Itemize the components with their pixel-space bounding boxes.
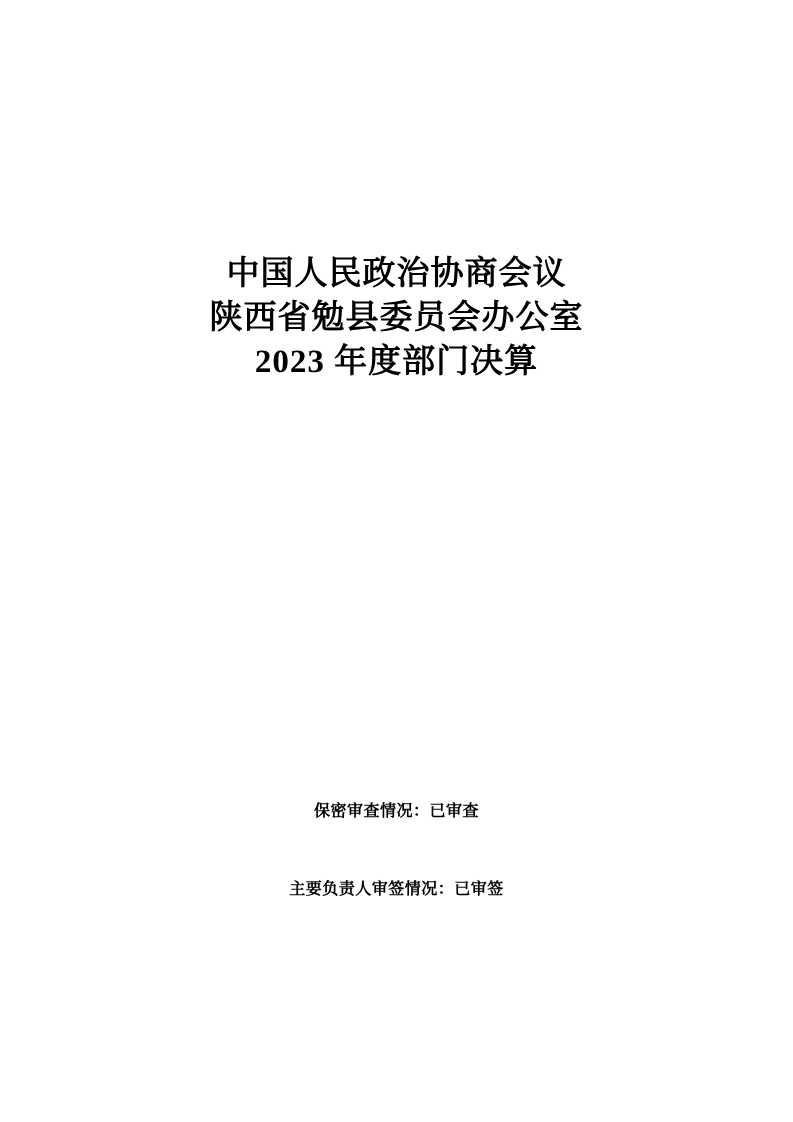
leader-signoff-note: [0, 878, 793, 902]
secrecy-review-note: [0, 800, 793, 824]
title-line-1: 中国人民政治协商会议: [226, 256, 567, 292]
leader-signoff-text: 主要负责人审签情况：已审签: [289, 881, 504, 898]
document-title: [0, 252, 793, 384]
secrecy-review-text: 保密审查情况：已审查: [313, 803, 479, 820]
title-line-3: 2023 年度部门决算: [254, 344, 539, 380]
title-line-2: 陕西省勉县委员会办公室: [209, 300, 584, 336]
